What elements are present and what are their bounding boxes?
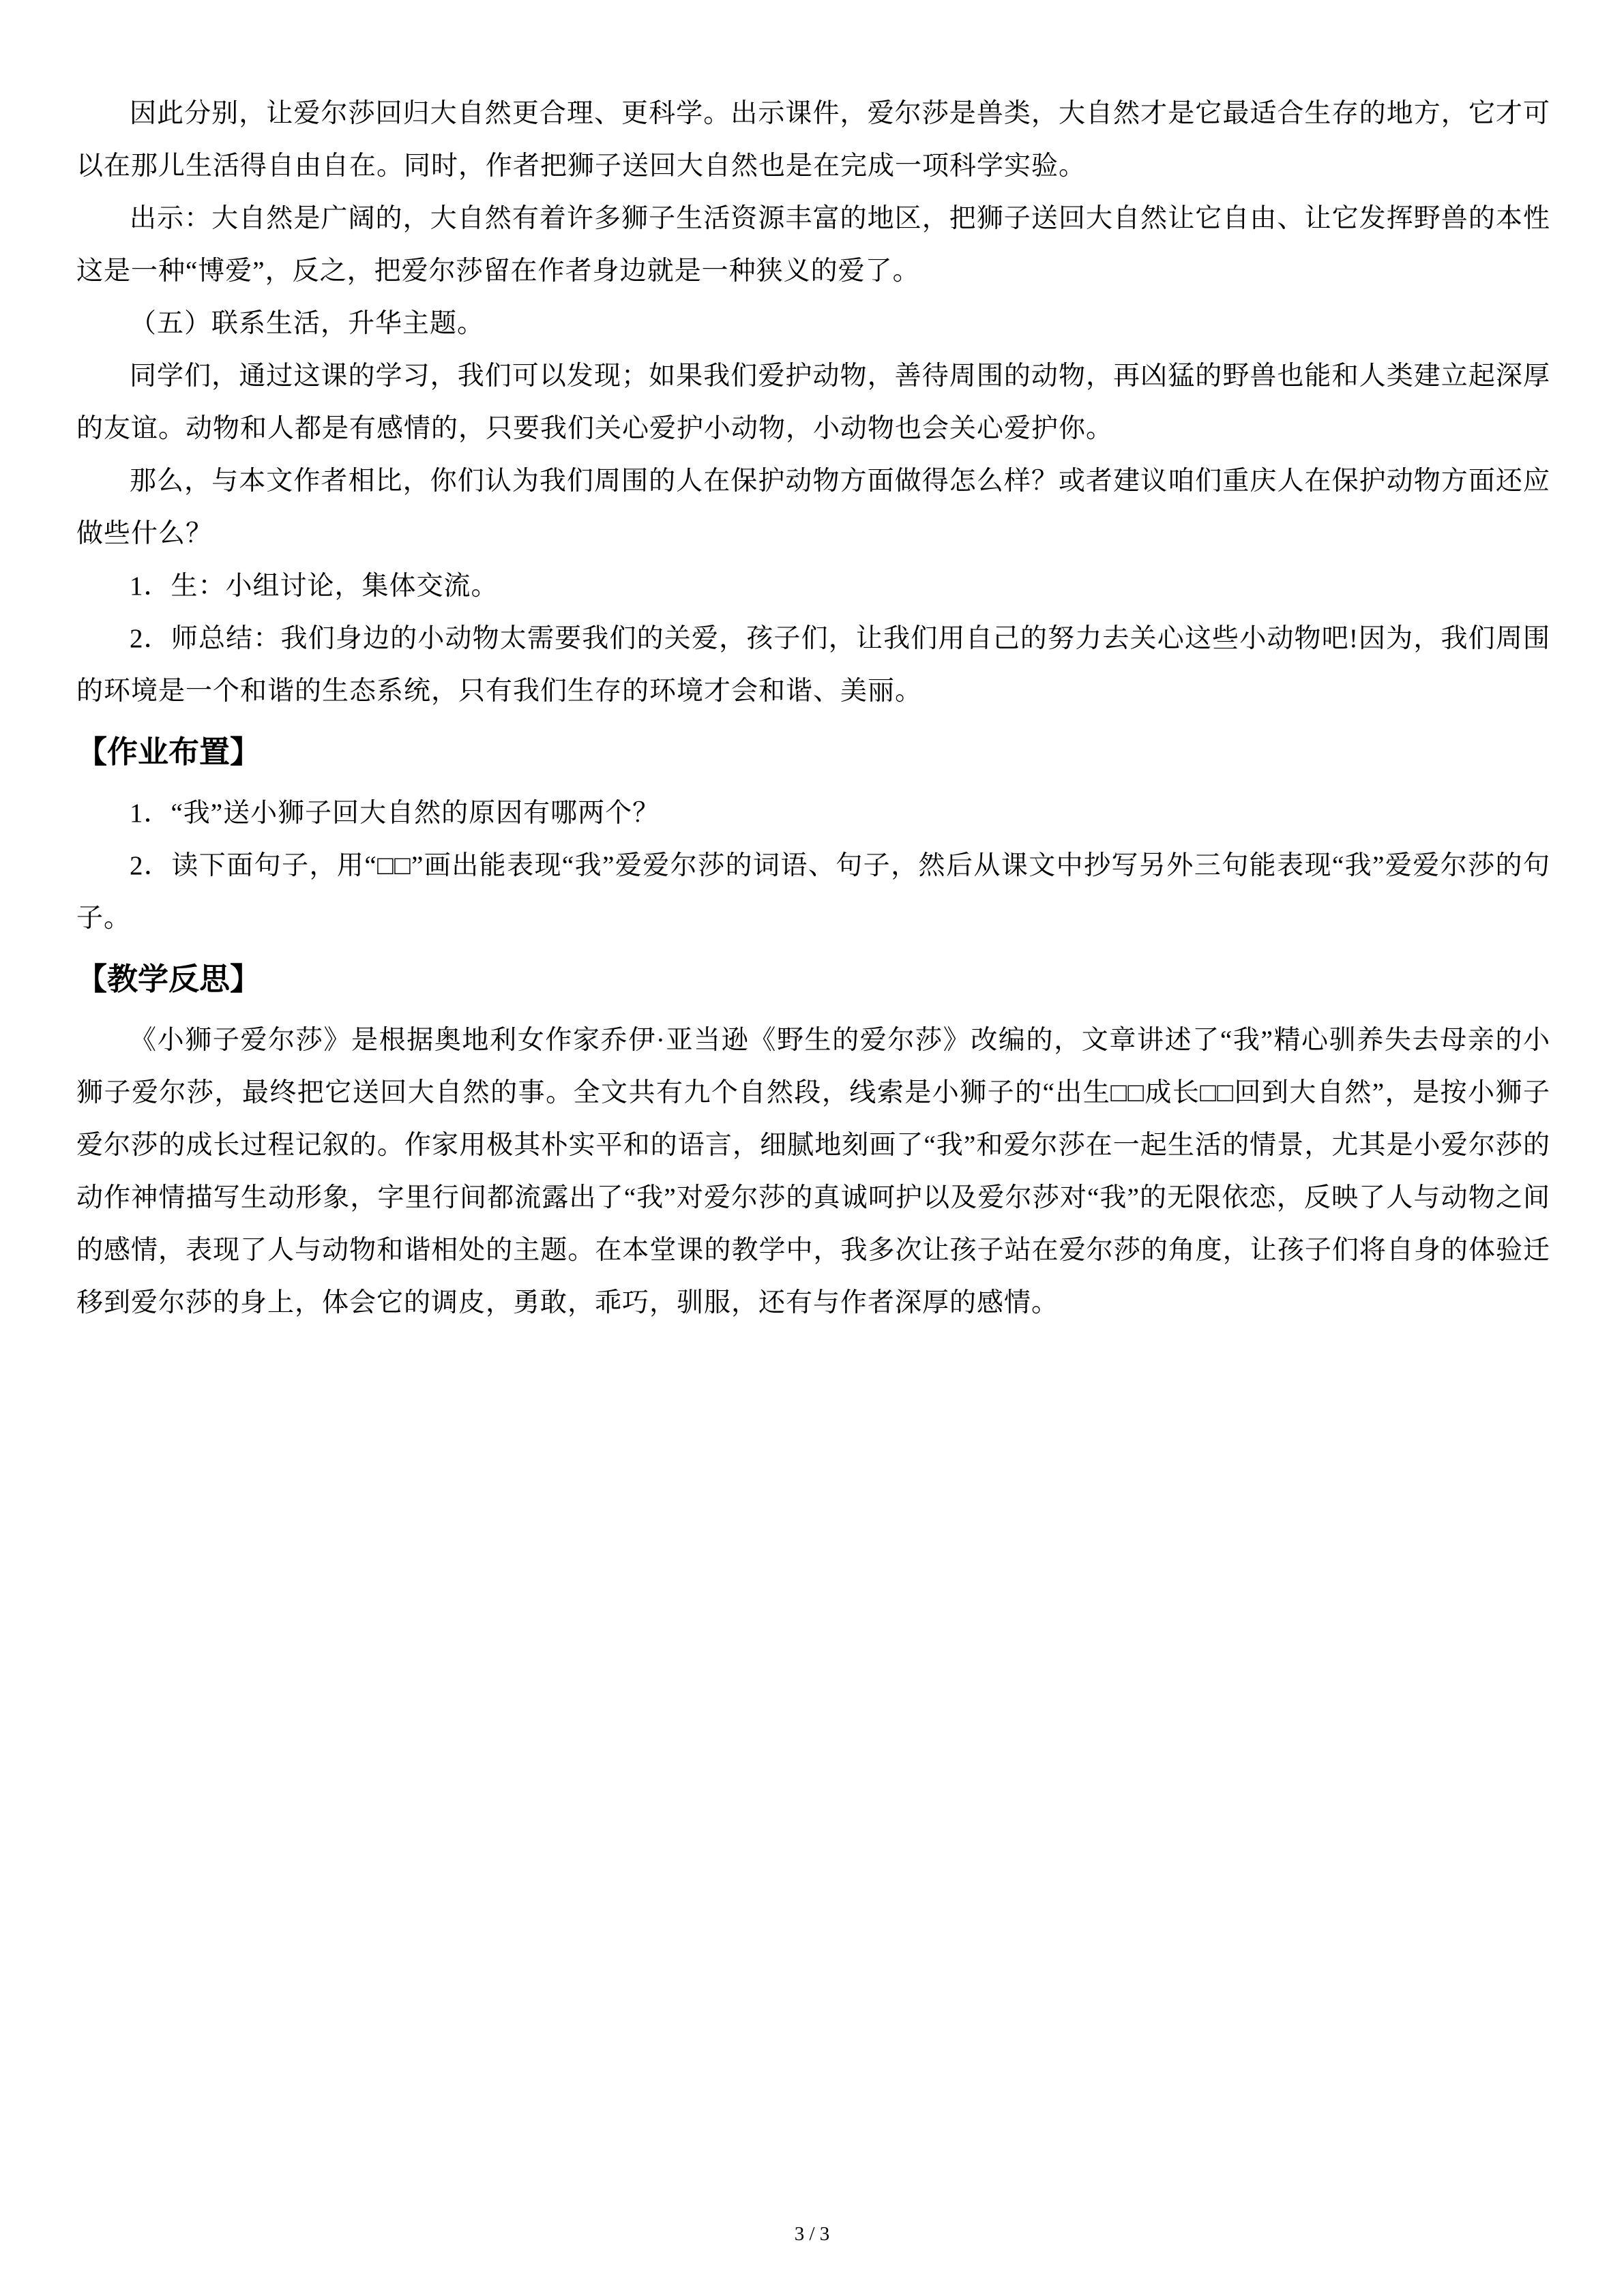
paragraph: （五）联系生活，升华主题。: [130, 309, 485, 338]
document-content: [76, 87, 1550, 1329]
list-item: 1．生：小组讨论，集体交流。: [130, 571, 499, 601]
list-item: 2．读下面句子，用“□□”画出能表现“我”爱爱尔莎的词语、句子，然后从课文中抄写另外三句能表现“我”爱爱尔莎的句子。: [76, 851, 1550, 933]
section-heading-homework: 【作业布置】: [76, 734, 261, 769]
paragraph: 2．师总结：我们身边的小动物太需要我们的关爱，孩子们，让我们用自己的努力去关心这些小动物吧!因为，我们周围的环境是一个和谐的生态系统，只有我们生存的环境才会和谐、美丽。: [76, 624, 1550, 706]
paragraph: 同学们，通过这课的学习，我们可以发现；如果我们爱护动物，善待周围的动物，再凶猛的野兽也能和人类建立起深厚的友谊。动物和人都是有感情的，只要我们关心爱护小动物，小动物也会关心爱护你。: [76, 361, 1550, 443]
paragraph: 那么，与本文作者相比，你们认为我们周围的人在保护动物方面做得怎么样？或者建议咱们重庆人在保护动物方面还应做些什么？: [76, 466, 1550, 548]
list-item: 1．“我”送小狮子回大自然的原因有哪两个？: [130, 799, 660, 828]
paragraph: 出示：大自然是广阔的，大自然有着许多狮子生活资源丰富的地区，把狮子送回大自然让它自由、让它发挥野兽的本性这是一种“博爱”，反之，把爱尔莎留在作者身边就是一种狭义的爱了。: [76, 204, 1550, 286]
paragraph: 因此分别，让爱尔莎回归大自然更合理、更科学。出示课件，爱尔莎是兽类，大自然才是它最适合生存的地方，它才可以在那儿生活得自由自在。同时，作者把狮子送回大自然也是在完成一项科学实验。: [76, 99, 1550, 181]
paragraph: 《小狮子爱尔莎》是根据奥地利女作家乔伊·亚当逊《野生的爱尔莎》改编的，文章讲述了“我”精心驯养失去母亲的小狮子爱尔莎，最终把它送回大自然的事。全文共有九个自然段，线索是小狮子的“出生□□成长□□回到大自然”，是按小狮子爱尔莎的成长过程记叙的。作家用极其朴实平和的语言，细腻地刻画了“我”和爱尔莎在一起生活的情景，尤其是小爱尔莎的动作神情描写生动形象，字里行间都流露出了“我”对爱尔莎的真诚呵护以及爱尔莎对“我”的无限依恋，反映了人与动物之间的感情，表现了人与动物和谐相处的主题。在本堂课的教学中，我多次让孩子站在爱尔莎的角度，让孩子们将自身的体验迁移到爱尔莎的身上，体会它的调皮，勇敢，乖巧，驯服，还有与作者深厚的感情。: [76, 1026, 1550, 1317]
section-heading-reflection: 【教学反思】: [76, 961, 261, 996]
page-number: 3 / 3: [794, 2223, 830, 2245]
